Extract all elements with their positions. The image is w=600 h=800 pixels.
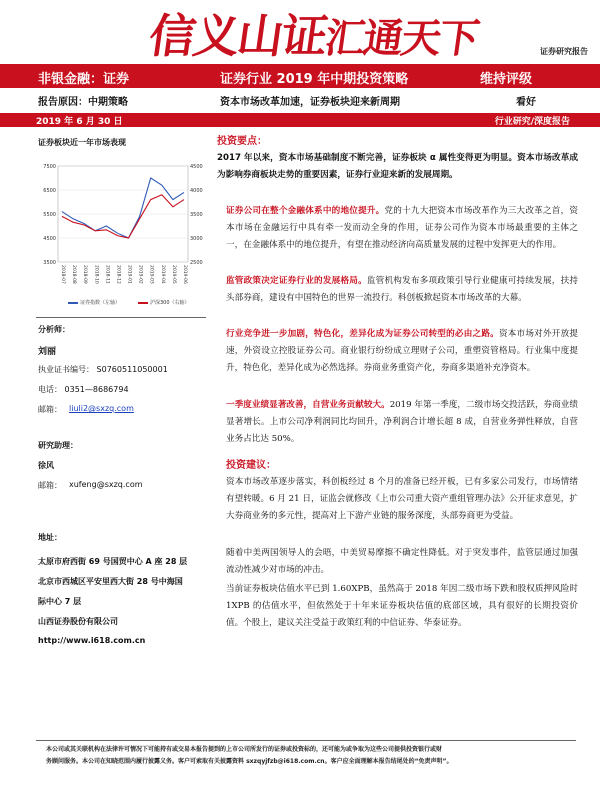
point-2-highlight: 监管政策决定证券行业的发展格局。: [226, 276, 367, 286]
x-tick-label: 2018-07: [60, 265, 65, 284]
legend-label-hs300: 沪深300（右轴）: [150, 300, 190, 306]
header-bar: [0, 64, 600, 88]
market-performance-chart: [38, 160, 208, 295]
advice-1: 资本市场改革逐步落实，科创板经过 8 个月的准备已经开板，已有多家公司发行，市场情绪有望转暖。6 月 21 日，证监会就修改《上市公司重大资产重组管理办法》公开征求意见，扩大券商业务的多元性，提高对上下游产业链的服务深度，头部券商更为受益。: [226, 477, 578, 521]
point-4-text: 2019 年第一季度，二级市场交投活跃，券商业绩显著增长。上市公司净利润同比均回升，净利润合计增长超 8 成，自营业务弹性释放，自营业务占比达 50%。: [226, 400, 578, 444]
y-left-tick-label: 5500: [43, 212, 56, 218]
chart-title: 证券板块近一年市场表现: [38, 138, 126, 147]
x-tick-label: 2018-10: [93, 265, 99, 284]
analyst-name: 刘丽: [38, 347, 57, 357]
x-tick-label: 2019-03: [148, 265, 154, 284]
point-3: [226, 326, 578, 377]
brand-slogan-part2: 汇通天下: [321, 15, 481, 62]
legend-label-sec: 证券指数（左轴）: [80, 300, 121, 306]
address-line-1: 太原市府西街 69 号国贸中心 A 座 28 层: [38, 557, 188, 566]
advice-heading: 投资建议：: [226, 460, 276, 471]
report-reason: 报告原因：中期策略: [38, 97, 128, 108]
series-line-hs300: [62, 195, 184, 238]
assistant-email-label: 邮箱：: [38, 481, 62, 490]
y-right-tick-label: 3000: [190, 236, 203, 242]
points-heading: 投资要点：: [217, 136, 267, 147]
x-tick-label: 2019-05: [170, 265, 176, 284]
x-tick-label: 2018-11: [104, 265, 110, 284]
y-left-tick-label: 7500: [43, 164, 56, 170]
x-tick-label: 2019-02: [137, 265, 143, 284]
legend-swatch-hs300: [138, 302, 148, 304]
brand-slogan-part1: 信义山证: [145, 9, 330, 63]
brand-calligraphy-logo: [145, 0, 482, 66]
report-title: 证券行业 2019 年中期投资策略: [220, 72, 409, 87]
legend-swatch-sec: [68, 302, 78, 304]
rating-value: 看好: [516, 97, 536, 108]
disclaimer-line-1: 本公司或其关联机构在法律许可情况下可能持有或交易本报告提到的上市公司所发行的证券或投资标的，还可能为或争取为这些公司提供投资银行或财: [46, 746, 443, 753]
y-right-tick-label: 4000: [190, 188, 203, 194]
address-line-2b: 际中心 7 层: [38, 597, 82, 606]
x-tick-label: 2019-04: [159, 265, 165, 284]
rating-label: 维持评级: [480, 72, 533, 87]
point-4: [226, 397, 578, 448]
assistant-label: 研究助理：: [38, 441, 78, 450]
y-right-tick-label: 3500: [190, 212, 203, 218]
banner: [0, 0, 600, 64]
point-1-text: 党的十九大把资本市场改革作为三大改革之首，资本市场在金融运行中具有牵一发而动全身的作用，证券公司作为资本市场最重要的主体之一，在金融体系中的地位提升，有望在推动经济向高质量发展的过程中发挥更大的作用。: [226, 206, 578, 250]
left-divider: [36, 317, 206, 318]
point-4-highlight: 一季度业绩显著改善，自营业务贡献较大。: [226, 400, 390, 410]
x-tick-label: 2019-01: [126, 265, 132, 284]
point-2-text: 监管机构发布多项政策引导行业健康可持续发展，扶持头部券商，建设有中国特色的世界一流投行。科创板掀起资本市场改革的大幕。: [226, 276, 578, 303]
intro-paragraph: 2017 年以来，资本市场基础制度不断完善，证券板块 α 属性变得更为明显。资本市场改革成为影响券商板块走势的重要因素，证券行业迎来新的发展周期。: [217, 153, 578, 180]
chart-svg: [38, 160, 208, 295]
sector-label: 非银金融：证券: [38, 72, 130, 87]
address-line-2a: 北京市西城区平安里西大街 28 号中海国: [38, 577, 183, 586]
chart-legend: [38, 296, 208, 308]
y-right-tick-label: 2500: [190, 260, 203, 266]
analyst-phone: 电话： 0351—8686794: [38, 385, 129, 394]
x-tick-label: 2018-12: [115, 265, 121, 284]
x-tick-label: 2018-09: [82, 265, 88, 284]
report-type: 行业研究/深度报告: [494, 117, 570, 127]
y-left-tick-label: 4500: [43, 236, 56, 242]
legend-item-hs300: [138, 299, 190, 306]
point-1-highlight: 证券公司在整个金融体系中的地位提升。: [226, 206, 385, 216]
x-tick-label: 2019-06: [182, 265, 187, 284]
point-2: [226, 273, 578, 307]
company-name: 山西证券股份有限公司: [38, 617, 118, 626]
analyst-label: 分析师：: [38, 325, 70, 334]
point-3-text: 资本市场对外开放提速，外资设立控股证券公司。商业银行纷纷成立理财子公司，重塑资管格局。行业集中度提升，特色化，差异化成为必然选择。券商业务重资产化，券商多渠道补充净资本。: [226, 329, 578, 373]
disclaimer-line-2: 务顾问服务。本公司在知晓范围内履行披露义务。客户可索取有关披露资料 sxzqyjfzb@i618.com.cn。客户应全面理解本报告结尾处的“免责声明”。: [46, 758, 453, 765]
advice-3: 当前证券板块估值水平已到 1.60XPB，虽然高于 2018 年因二级市场下跌和股权质押风险时 1XPB 的估值水平，但依然处于十年来证券板块估值的底部区域，具有很好的长期投资价值。个股上，建议关注受益于政策红利的中信证券、华泰证券。: [226, 584, 578, 628]
footer-divider: [36, 740, 576, 741]
point-3-highlight: 行业竞争进一步加剧，特色化，差异化成为证券公司转型的必由之路。: [226, 329, 499, 339]
series-line-sec: [62, 178, 184, 238]
assistant-name: 徐风: [38, 461, 54, 470]
analyst-cert: 执业证书编号： S0760511050001: [38, 365, 168, 374]
date-bar: [0, 113, 600, 127]
report-date: 2019 年 6 月 30 日: [36, 117, 123, 127]
company-website[interactable]: http://www.i618.com.cn: [38, 636, 146, 645]
analyst-email-link[interactable]: liuli2@sxzq.com: [69, 404, 134, 413]
report-subtitle: 资本市场改革加速，证券板块迎来新周期: [220, 97, 400, 108]
x-tick-label: 2018-08: [71, 265, 77, 284]
y-left-tick-label: 6500: [43, 188, 56, 194]
analyst-email-label: 邮箱：: [38, 405, 62, 414]
y-right-tick-label: 4500: [190, 164, 203, 170]
address-label: 地址：: [38, 533, 62, 542]
assistant-email[interactable]: xufeng@sxzq.com: [69, 480, 143, 489]
y-left-tick-label: 3500: [43, 260, 56, 266]
disclaimer-footer: [46, 744, 566, 768]
advice-2: 随着中美两国领导人的会晤，中美贸易摩擦不确定性降低。对于突发事件，监管层通过加强流动性减少对市场的冲击。: [226, 548, 578, 575]
report-category-tag: 证券研究报告: [540, 47, 588, 56]
legend-item-sec: [68, 299, 120, 306]
subheader-row: [0, 88, 600, 112]
point-1: [226, 203, 578, 254]
